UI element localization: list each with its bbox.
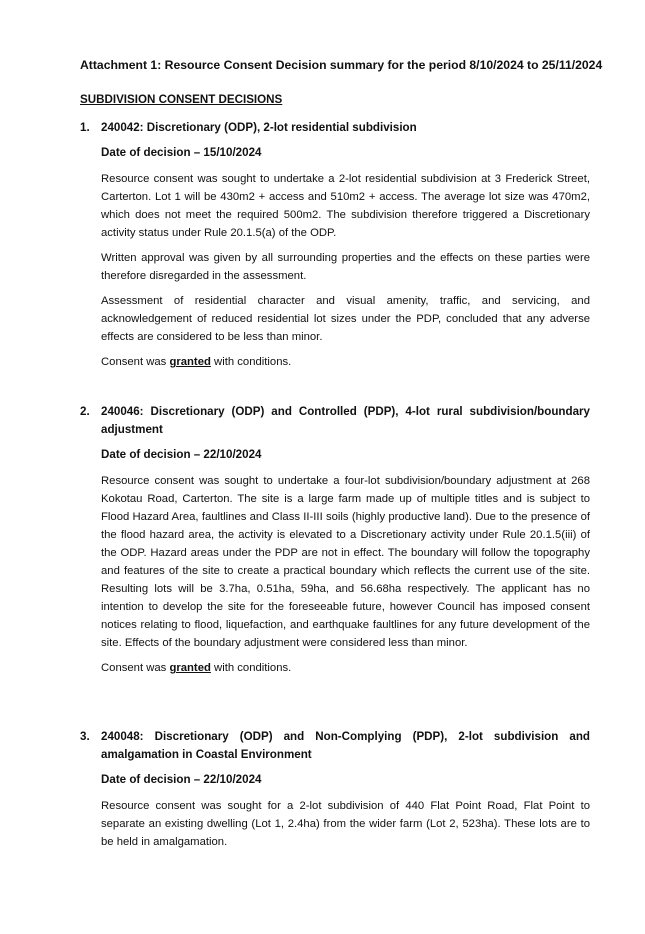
item-number: 2. bbox=[80, 405, 90, 418]
decision-date: Date of decision – 22/10/2024 bbox=[101, 773, 262, 786]
item-paragraph: Assessment of residential character and visual amenity, traffic, and servicing, and acknowledgement of reduced residential lot sizes under the PDP, concluded that any adverse effects are considered to be less than minor. bbox=[101, 295, 590, 343]
document-title: Attachment 1: Resource Consent Decision summary for the period 8/10/2024 to 25/11/2024 bbox=[80, 58, 603, 72]
outcome-prefix: Consent was bbox=[101, 356, 170, 368]
item-heading: 240046: Discretionary (ODP) and Controlled (PDP), 4-lot rural subdivision/boundary adjustment bbox=[101, 405, 590, 436]
decision-date: Date of decision – 15/10/2024 bbox=[101, 146, 262, 159]
section-heading: SUBDIVISION CONSENT DECISIONS bbox=[80, 93, 283, 106]
item-number: 1. bbox=[80, 121, 90, 134]
item-body bbox=[101, 403, 590, 684]
item-heading: 240048: Discretionary (ODP) and Non-Complying (PDP), 2-lot subdivision and amalgamation in Coastal Environment bbox=[101, 730, 590, 761]
item-body bbox=[101, 728, 590, 858]
outcome-prefix: Consent was bbox=[101, 662, 170, 674]
consent-outcome bbox=[101, 353, 590, 371]
decision-date: Date of decision – 22/10/2024 bbox=[101, 448, 262, 461]
item-paragraph: Written approval was given by all surrounding properties and the effects on these parties were therefore disregarded in the assessment. bbox=[101, 252, 590, 282]
item-paragraph: Resource consent was sought to undertake a 2-lot residential subdivision at 3 Frederick Street, Carterton. Lot 1 will be 430m2 + access and 510m2 + access. The average lot size was 470m2, which does not meet the required 500m2. The subdivision therefore triggered a Discretionary activity status under Rule 20.1.5(a) of the ODP. bbox=[101, 173, 590, 239]
item-paragraph: Resource consent was sought to undertake a four-lot subdivision/boundary adjustment at 268 Kokotau Road, Carterton. The site is a large farm made up of multiple titles and is subject to Flood Hazard Area, faultlines and Class II-III soils (highly productive land). Due to the presence of the flood hazard area, the activity is elevated to a Discretionary activity under Rule 20.1.5(iii) of the ODP. Hazard areas under the PDP are not in effect. The boundary will follow the topography and features of the site to create a practical boundary which reflects the current use of the site. Resulting lots will be 3.7ha, 0.51ha, 59ha, and 56.68ha respectively. The applicant has no intention to develop the site for the foreseeable future, however Council has imposed consent notices relating to flood, liquefaction, and earthquake faultlines for any future development of the site. Effects of the boundary adjustment were considered less than minor. bbox=[101, 475, 590, 649]
item-heading: 240042: Discretionary (ODP), 2-lot residential subdivision bbox=[101, 121, 417, 134]
consent-outcome bbox=[101, 659, 590, 677]
outcome-suffix: with conditions. bbox=[210, 662, 292, 674]
item-number: 3. bbox=[80, 730, 90, 743]
item-body bbox=[101, 119, 590, 378]
outcome-suffix: with conditions. bbox=[210, 356, 292, 368]
item-paragraph: Resource consent was sought for a 2-lot subdivision of 440 Flat Point Road, Flat Point to separate an existing dwelling (Lot 1, 2.4ha) from the wider farm (Lot 2, 523ha). These lots are to be held in amalgamation. bbox=[101, 800, 590, 848]
outcome-granted: granted bbox=[169, 662, 211, 674]
outcome-granted: granted bbox=[169, 356, 211, 368]
